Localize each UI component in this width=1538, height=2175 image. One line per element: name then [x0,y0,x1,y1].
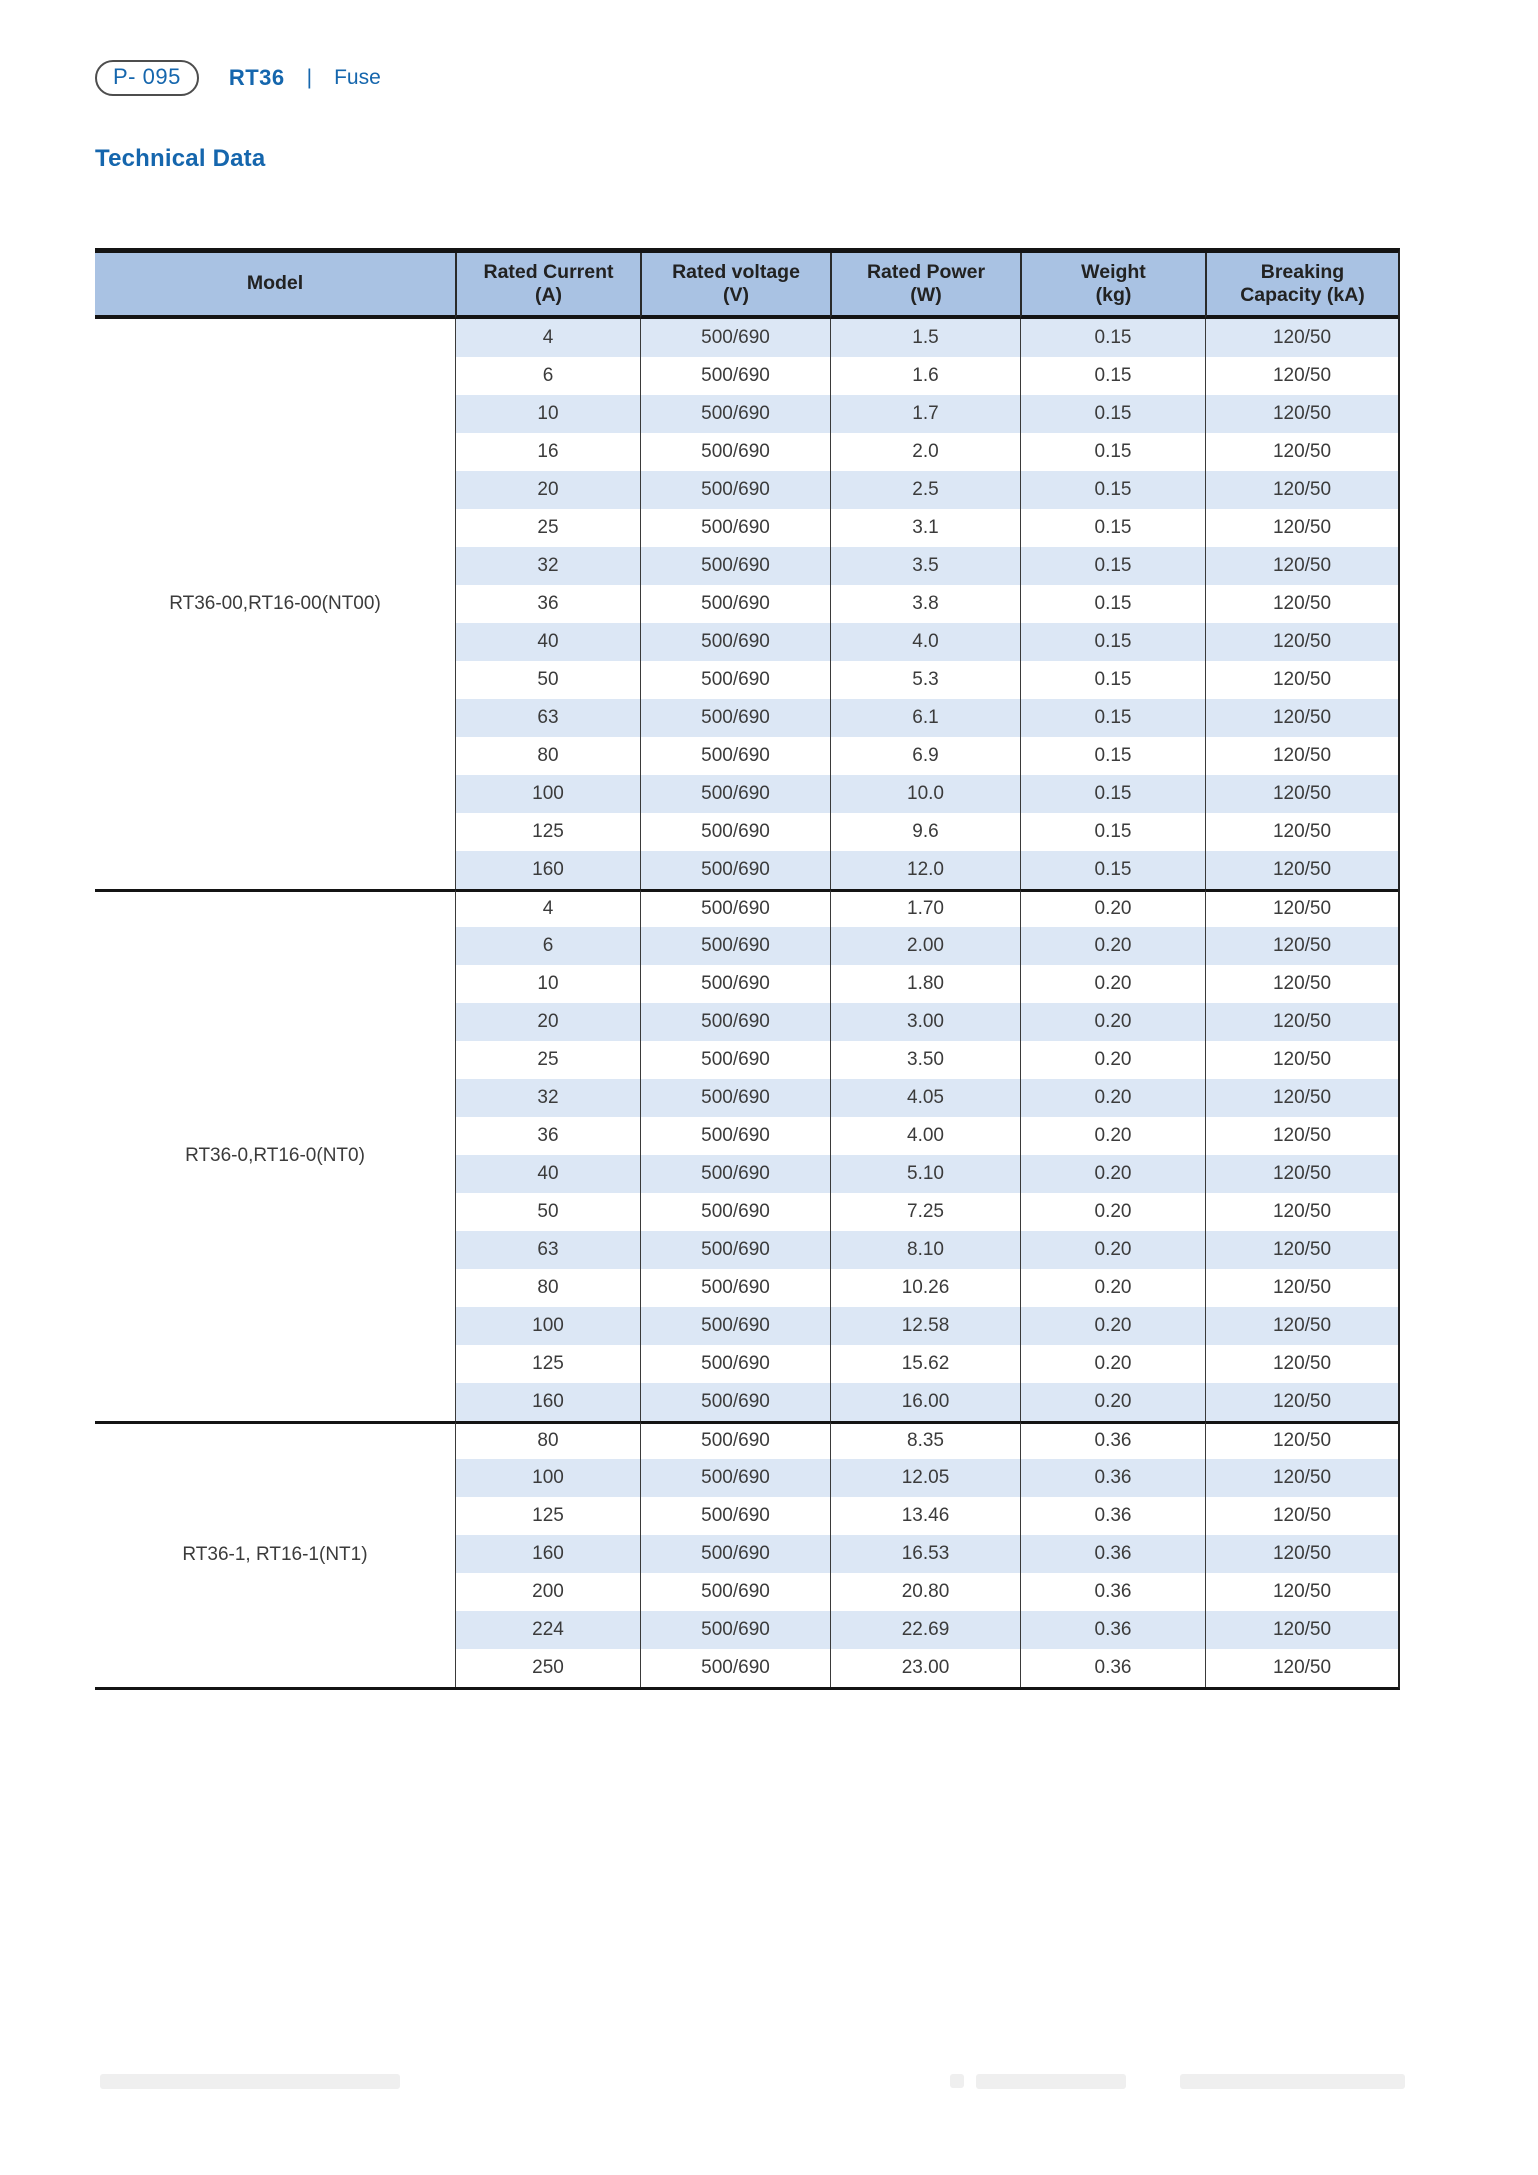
table-cell: 500/690 [640,1041,830,1079]
table-cell: 32 [455,1079,640,1117]
table-cell: 3.1 [830,509,1020,547]
table-cell: 23.00 [830,1649,1020,1687]
table-cell: 10.0 [830,775,1020,813]
table-cell: 6.9 [830,737,1020,775]
table-cell: 10 [455,965,640,1003]
table-cell: 125 [455,1345,640,1383]
column-header: Weight (kg) [1020,253,1205,319]
table-cell: 0.15 [1020,623,1205,661]
table-cell: 3.00 [830,1003,1020,1041]
table-cell: 20 [455,471,640,509]
table-cell: 20.80 [830,1573,1020,1611]
table-cell: 120/50 [1205,813,1398,851]
table-cell: 120/50 [1205,661,1398,699]
table-cell: 500/690 [640,775,830,813]
table-cell: 120/50 [1205,395,1398,433]
table-cell: 500/690 [640,737,830,775]
table-cell: 500/690 [640,1383,830,1421]
table-cell: 0.15 [1020,851,1205,889]
table-cell: 500/690 [640,1649,830,1687]
table-cell: 500/690 [640,1611,830,1649]
table-cell: 0.20 [1020,1041,1205,1079]
table-cell: 0.15 [1020,395,1205,433]
table-cell: 100 [455,1459,640,1497]
table-cell: 25 [455,509,640,547]
table-cell: 0.36 [1020,1573,1205,1611]
table-cell: 120/50 [1205,699,1398,737]
table-cell: 120/50 [1205,1459,1398,1497]
footer-watermark-left [100,2074,400,2089]
table-cell: 6 [455,357,640,395]
table-cell: 0.15 [1020,433,1205,471]
table-cell: 0.20 [1020,1155,1205,1193]
table-cell: 0.20 [1020,1231,1205,1269]
table-cell: 500/690 [640,1535,830,1573]
table-cell: 0.15 [1020,585,1205,623]
table-cell: 36 [455,1117,640,1155]
table-cell: 0.20 [1020,1079,1205,1117]
table-cell: 0.15 [1020,813,1205,851]
table-cell: 3.8 [830,585,1020,623]
table-cell: 500/690 [640,547,830,585]
table-cell: 500/690 [640,319,830,357]
table-cell: 500/690 [640,1079,830,1117]
table-cell: 125 [455,1497,640,1535]
table-cell: 500/690 [640,1573,830,1611]
product-category: Fuse [334,66,381,89]
table-cell: 224 [455,1611,640,1649]
table-cell: 120/50 [1205,547,1398,585]
table-cell: 40 [455,623,640,661]
table-cell: 120/50 [1205,851,1398,889]
table-cell: 0.15 [1020,661,1205,699]
table-cell: 50 [455,661,640,699]
table-cell: 4.0 [830,623,1020,661]
table-cell: 0.36 [1020,1649,1205,1687]
table-cell: 120/50 [1205,1421,1398,1459]
table-cell: 80 [455,737,640,775]
table-cell: 13.46 [830,1497,1020,1535]
table-cell: 500/690 [640,1117,830,1155]
table-cell: 4 [455,319,640,357]
table-cell: 32 [455,547,640,585]
table-cell: 8.10 [830,1231,1020,1269]
table-cell: 500/690 [640,813,830,851]
table-cell: 500/690 [640,1345,830,1383]
table-cell: 500/690 [640,623,830,661]
table-cell: 500/690 [640,433,830,471]
table-cell: 6.1 [830,699,1020,737]
table-cell: 120/50 [1205,357,1398,395]
table-cell: 1.6 [830,357,1020,395]
table-cell: 0.20 [1020,1003,1205,1041]
table-cell: 20 [455,1003,640,1041]
table-cell: 12.0 [830,851,1020,889]
table-cell: 120/50 [1205,965,1398,1003]
table-cell: 0.20 [1020,1117,1205,1155]
table-cell: 7.25 [830,1193,1020,1231]
table-cell: 100 [455,1307,640,1345]
table-cell: 12.58 [830,1307,1020,1345]
table-cell: 160 [455,1383,640,1421]
table-cell: 500/690 [640,585,830,623]
table-cell: 120/50 [1205,889,1398,927]
table-cell: 500/690 [640,1421,830,1459]
table-cell: 4 [455,889,640,927]
table-cell: 80 [455,1269,640,1307]
table-cell: 120/50 [1205,623,1398,661]
table-cell: 0.36 [1020,1421,1205,1459]
table-cell: 4.00 [830,1117,1020,1155]
table-cell: 63 [455,699,640,737]
table-cell: 0.36 [1020,1459,1205,1497]
product-code: RT36 [228,65,285,90]
table-cell: 2.0 [830,433,1020,471]
footer-watermark-logo [950,2074,964,2088]
table-cell: 500/690 [640,851,830,889]
table-cell: 120/50 [1205,1307,1398,1345]
column-header: Rated Current (A) [455,253,640,319]
table-cell: 8.35 [830,1421,1020,1459]
table-cell: 0.20 [1020,927,1205,965]
table-cell: 16.53 [830,1535,1020,1573]
table-cell: 2.5 [830,471,1020,509]
table-cell: 5.10 [830,1155,1020,1193]
page-header [95,60,381,96]
table-cell: 500/690 [640,471,830,509]
table-cell: 120/50 [1205,1003,1398,1041]
table-cell: 50 [455,1193,640,1231]
table-cell: 120/50 [1205,1649,1398,1687]
table-cell: 125 [455,813,640,851]
table-cell: 3.50 [830,1041,1020,1079]
table-cell: 120/50 [1205,1383,1398,1421]
table-cell: 5.3 [830,661,1020,699]
table-cell: 500/690 [640,1231,830,1269]
table-cell: 22.69 [830,1611,1020,1649]
table-cell: 500/690 [640,889,830,927]
table-cell: 16 [455,433,640,471]
table-cell: 500/690 [640,357,830,395]
table-cell: 3.5 [830,547,1020,585]
table-cell: 10.26 [830,1269,1020,1307]
table-cell: 500/690 [640,1193,830,1231]
table-cell: 120/50 [1205,1573,1398,1611]
footer-watermark-right-b [1180,2074,1405,2089]
table-cell: 500/690 [640,1003,830,1041]
model-cell: RT36-0,RT16-0(NT0) [95,889,455,1421]
table-cell: 0.36 [1020,1497,1205,1535]
table-cell: 4.05 [830,1079,1020,1117]
table-cell: 0.15 [1020,471,1205,509]
table-cell: 0.20 [1020,1307,1205,1345]
table-cell: 120/50 [1205,1193,1398,1231]
table-cell: 6 [455,927,640,965]
table-cell: 0.15 [1020,319,1205,357]
table-cell: 0.36 [1020,1535,1205,1573]
table-cell: 160 [455,851,640,889]
table-cell: 1.70 [830,889,1020,927]
table-cell: 80 [455,1421,640,1459]
header-divider: | [306,66,313,89]
table-cell: 25 [455,1041,640,1079]
table-cell: 120/50 [1205,509,1398,547]
table-cell: 120/50 [1205,737,1398,775]
page-number-pill: P- 095 [95,60,199,96]
table-cell: 100 [455,775,640,813]
table-cell: 0.20 [1020,1383,1205,1421]
table-cell: 160 [455,1535,640,1573]
table-cell: 120/50 [1205,775,1398,813]
table-cell: 120/50 [1205,1117,1398,1155]
table-cell: 500/690 [640,1459,830,1497]
table-cell: 15.62 [830,1345,1020,1383]
column-header: Breaking Capacity (kA) [1205,253,1398,319]
column-header: Rated Power (W) [830,253,1020,319]
table-cell: 120/50 [1205,1497,1398,1535]
table-cell: 1.5 [830,319,1020,357]
footer-watermark-right-a [976,2074,1126,2089]
table-cell: 500/690 [640,1307,830,1345]
table-cell: 500/690 [640,395,830,433]
table-cell: 1.80 [830,965,1020,1003]
table-cell: 120/50 [1205,1345,1398,1383]
table-cell: 120/50 [1205,433,1398,471]
column-header: Rated voltage (V) [640,253,830,319]
table-cell: 120/50 [1205,1269,1398,1307]
table-cell: 0.20 [1020,1193,1205,1231]
table-cell: 36 [455,585,640,623]
table-cell: 120/50 [1205,585,1398,623]
table-cell: 250 [455,1649,640,1687]
model-cell: RT36-1, RT16-1(NT1) [95,1421,455,1687]
table-cell: 500/690 [640,661,830,699]
table-cell: 0.15 [1020,509,1205,547]
table-cell: 500/690 [640,1269,830,1307]
table-cell: 0.36 [1020,1611,1205,1649]
table-cell: 0.20 [1020,1345,1205,1383]
table-cell: 120/50 [1205,1611,1398,1649]
table-cell: 10 [455,395,640,433]
table-cell: 500/690 [640,927,830,965]
table-cell: 0.20 [1020,889,1205,927]
table-cell: 0.20 [1020,1269,1205,1307]
table-cell: 1.7 [830,395,1020,433]
column-header: Model [95,253,455,319]
table-cell: 500/690 [640,1155,830,1193]
table-cell: 0.15 [1020,547,1205,585]
table-cell: 0.15 [1020,775,1205,813]
table-cell: 120/50 [1205,1155,1398,1193]
table-cell: 120/50 [1205,1041,1398,1079]
table-cell: 16.00 [830,1383,1020,1421]
table-cell: 500/690 [640,965,830,1003]
table-cell: 40 [455,1155,640,1193]
table-cell: 120/50 [1205,1079,1398,1117]
table-cell: 0.15 [1020,357,1205,395]
table-cell: 63 [455,1231,640,1269]
table-cell: 500/690 [640,699,830,737]
table-cell: 120/50 [1205,1231,1398,1269]
technical-data-table [95,248,1400,1690]
model-cell: RT36-00,RT16-00(NT00) [95,319,455,889]
table-cell: 200 [455,1573,640,1611]
table-cell: 500/690 [640,1497,830,1535]
table-cell: 2.00 [830,927,1020,965]
table-cell: 0.20 [1020,965,1205,1003]
table-cell: 9.6 [830,813,1020,851]
table-cell: 120/50 [1205,1535,1398,1573]
table-cell: 120/50 [1205,471,1398,509]
section-title: Technical Data [95,145,266,172]
table-cell: 120/50 [1205,927,1398,965]
table-cell: 12.05 [830,1459,1020,1497]
table-cell: 500/690 [640,509,830,547]
table-cell: 120/50 [1205,319,1398,357]
table-cell: 0.15 [1020,737,1205,775]
table-cell: 0.15 [1020,699,1205,737]
